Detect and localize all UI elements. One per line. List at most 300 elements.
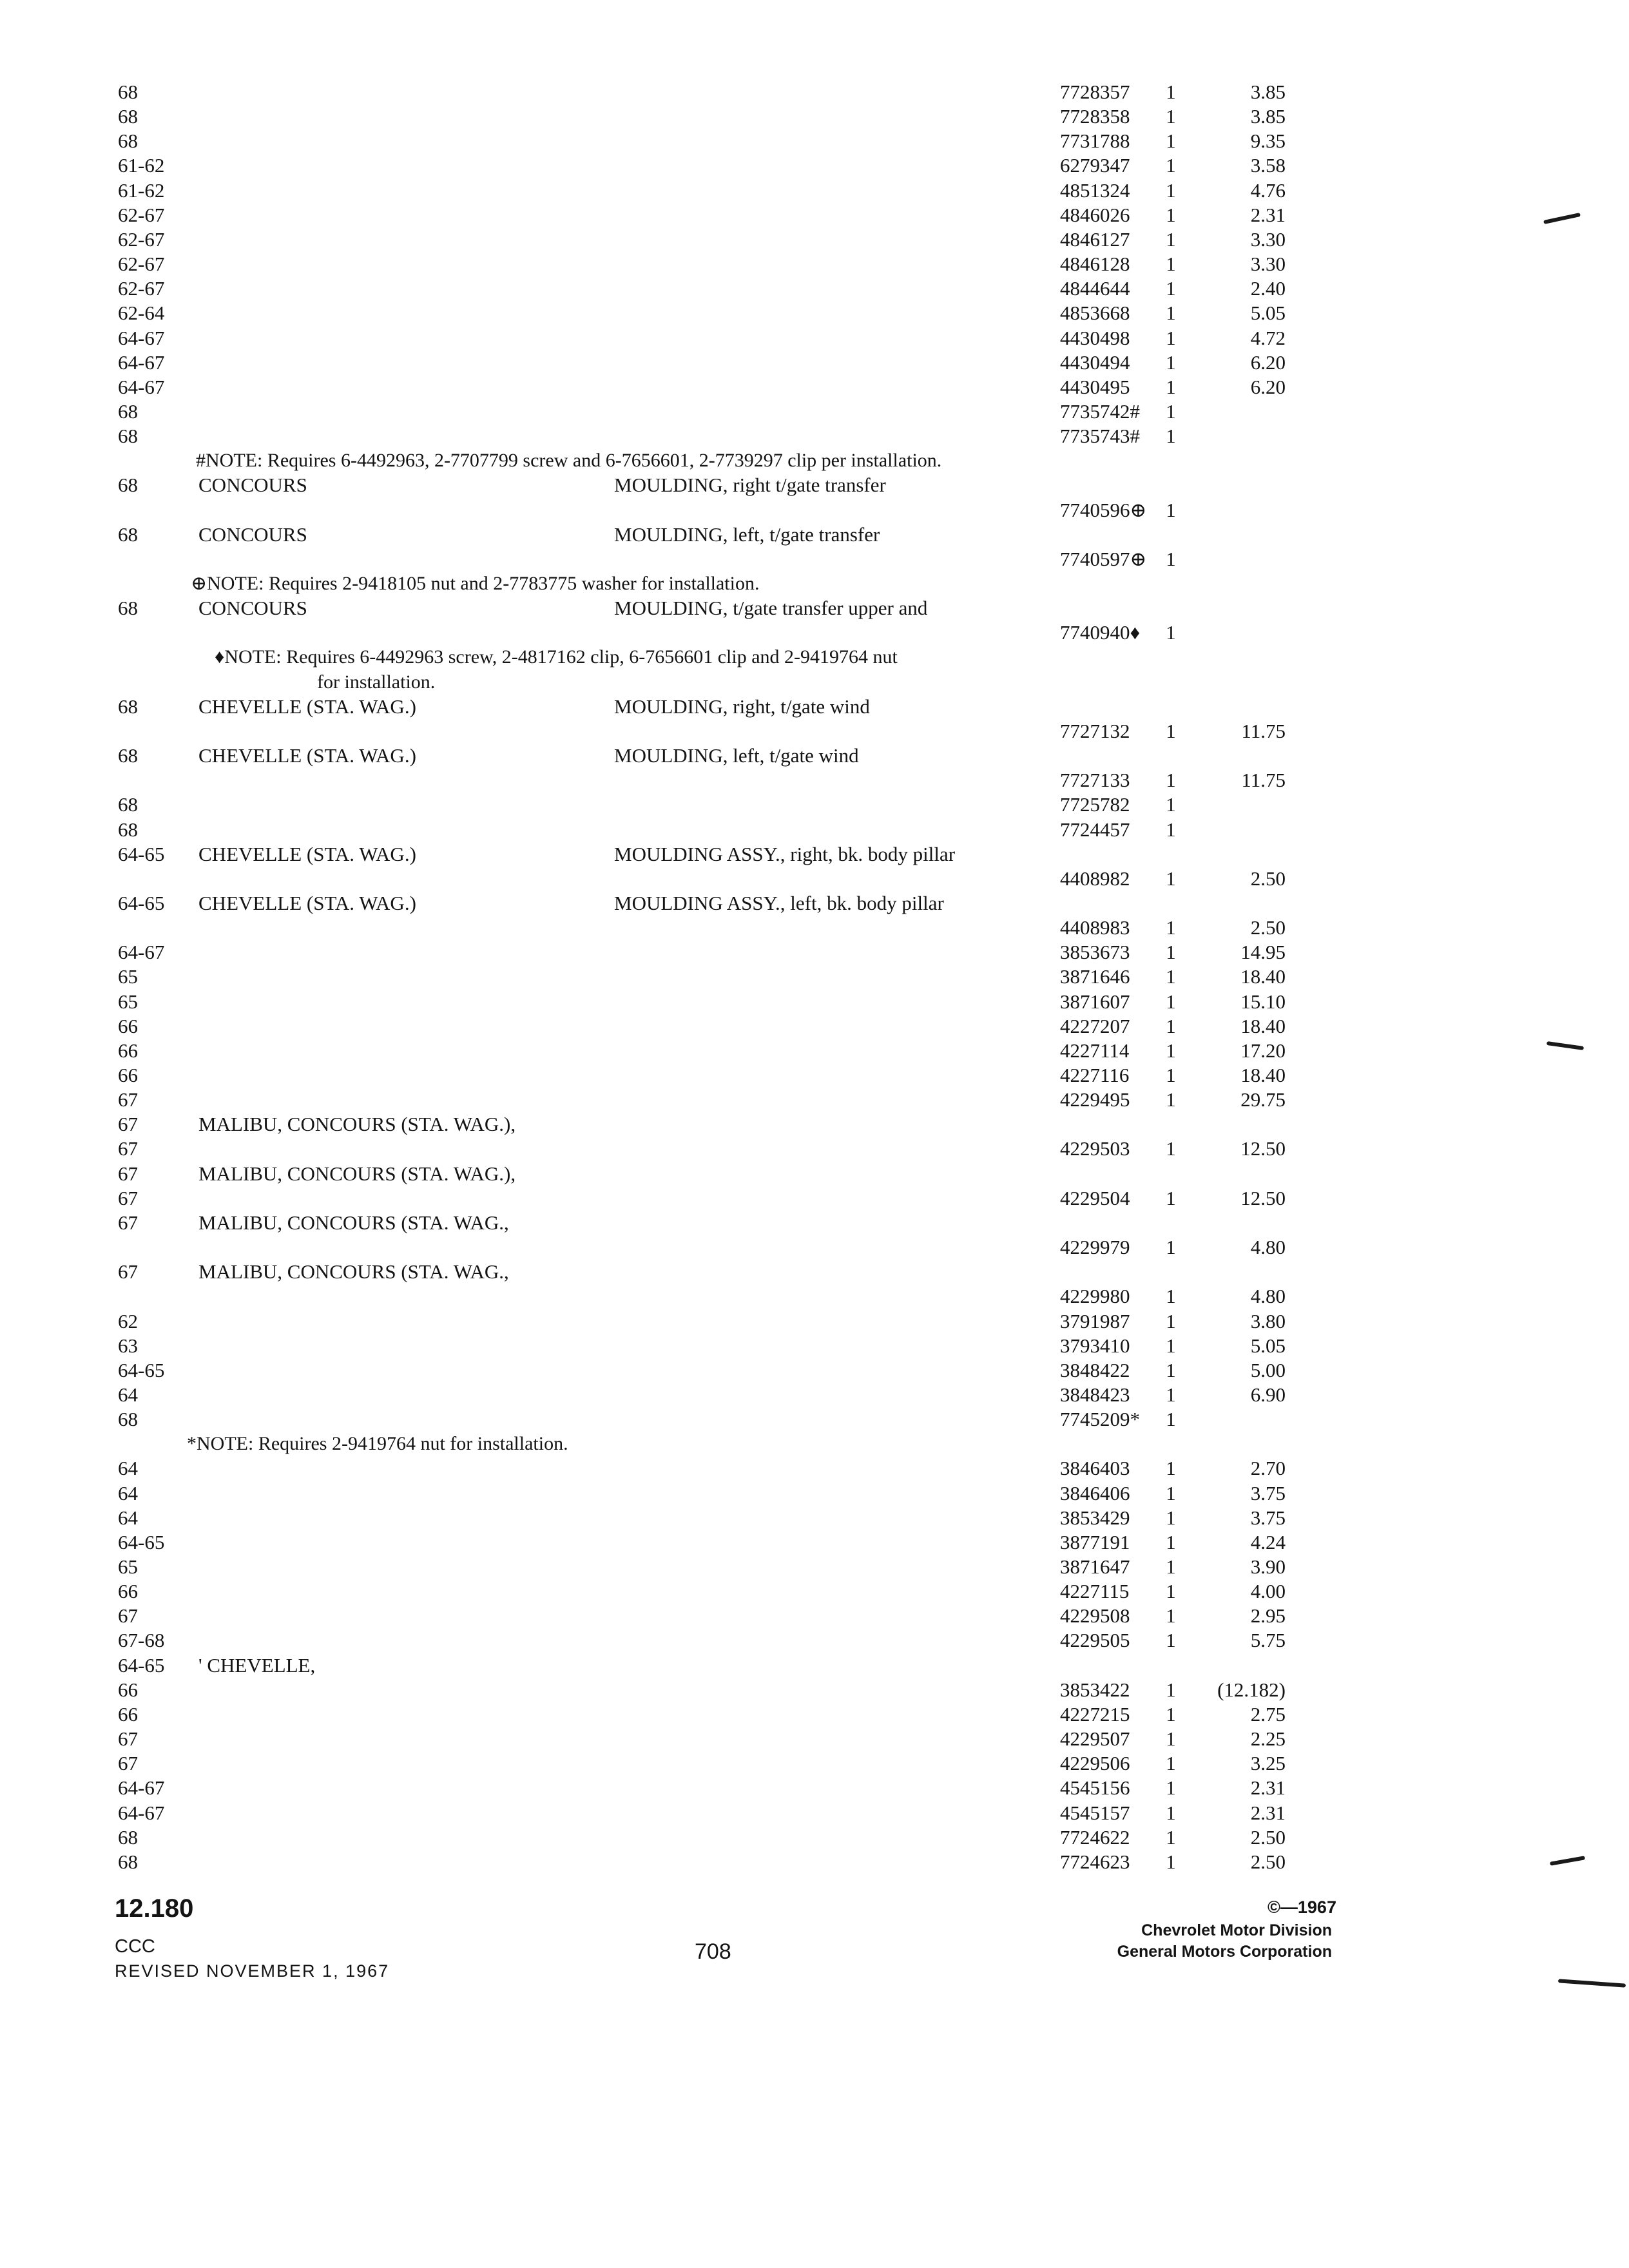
vehicle-model: MALIBU, CONCOURS (STA. WAG., — [198, 1260, 509, 1283]
parts-row — [0, 719, 1629, 744]
part-description: MOULDING ASSY., right, bk. body pillar — [614, 843, 956, 865]
part-number: 4430498 — [1060, 327, 1130, 349]
part-number: 7740940♦ — [1060, 621, 1141, 644]
part-number: 4846127 — [1060, 228, 1130, 251]
parts-row — [0, 1014, 1629, 1039]
part-description: MOULDING, left, t/gate transfer — [614, 523, 880, 546]
model-year: 67 — [118, 1604, 138, 1627]
model-year: 68 — [118, 1826, 138, 1849]
part-description: MOULDING ASSY., left, bk. body pillar — [614, 892, 944, 914]
quantity: 1 — [1166, 1383, 1176, 1406]
quantity: 1 — [1166, 1064, 1176, 1086]
part-number: 4227207 — [1060, 1015, 1130, 1037]
part-number: 4227114 — [1060, 1039, 1130, 1062]
model-year: 67-68 — [118, 1629, 165, 1651]
price: 15.10 — [1240, 990, 1286, 1013]
part-number: 4853668 — [1060, 302, 1130, 324]
parts-row — [0, 695, 1629, 719]
model-year: 62-67 — [118, 228, 165, 251]
revised-date: REVISED NOVEMBER 1, 1967 — [115, 1961, 390, 1981]
model-year: 64 — [118, 1383, 138, 1406]
parts-row — [0, 1555, 1629, 1579]
parts-row — [0, 818, 1629, 842]
quantity: 1 — [1166, 277, 1176, 300]
division-name: Chevrolet Motor Division — [1141, 1921, 1332, 1939]
part-number: 7735742# — [1060, 400, 1140, 423]
part-number: 4229979 — [1060, 1236, 1130, 1258]
parts-row — [0, 1776, 1629, 1800]
part-description: MOULDING, right, t/gate wind — [614, 695, 870, 718]
model-year: 66 — [118, 1580, 138, 1602]
parts-row — [0, 1137, 1629, 1161]
price: 6.90 — [1250, 1383, 1286, 1406]
price: 2.75 — [1250, 1703, 1286, 1725]
quantity: 1 — [1166, 130, 1176, 152]
parts-row — [0, 399, 1629, 424]
part-number: 3846406 — [1060, 1482, 1130, 1504]
quantity: 1 — [1166, 818, 1176, 841]
quantity: 1 — [1166, 793, 1176, 816]
price: 3.75 — [1250, 1482, 1286, 1504]
model-year: 66 — [118, 1703, 138, 1725]
quantity: 1 — [1166, 916, 1176, 939]
parts-row — [0, 1604, 1629, 1628]
parts-row — [0, 178, 1629, 203]
price: 4.76 — [1250, 179, 1286, 202]
quantity: 1 — [1166, 105, 1176, 128]
quantity: 1 — [1166, 376, 1176, 398]
parts-row — [0, 965, 1629, 989]
parts-row — [0, 1678, 1629, 1702]
part-number: 4408983 — [1060, 916, 1130, 939]
part-number: 4408982 — [1060, 867, 1130, 890]
quantity: 1 — [1166, 1629, 1176, 1651]
quantity: 1 — [1166, 1531, 1176, 1553]
part-number: 4430495 — [1060, 376, 1130, 398]
parts-row — [0, 1506, 1629, 1530]
model-year: 64 — [118, 1457, 138, 1479]
quantity: 1 — [1166, 1359, 1176, 1381]
parts-row — [0, 498, 1629, 523]
price: 2.95 — [1250, 1604, 1286, 1627]
model-year: 64-67 — [118, 1776, 165, 1799]
quantity: 1 — [1166, 1678, 1176, 1701]
part-number: 7740597⊕ — [1060, 548, 1147, 570]
parts-row — [0, 424, 1629, 448]
model-year: 68 — [118, 425, 138, 447]
parts-row — [0, 1284, 1629, 1309]
quantity: 1 — [1166, 1826, 1176, 1849]
parts-row — [0, 1456, 1629, 1481]
model-year: 68 — [118, 105, 138, 128]
model-year: 68 — [118, 81, 138, 103]
part-description: MOULDING, t/gate transfer upper and — [614, 597, 928, 619]
corporation-name: General Motors Corporation — [1117, 1943, 1332, 1961]
quantity: 1 — [1166, 1137, 1176, 1160]
model-year: 68 — [118, 1408, 138, 1430]
quantity: 1 — [1166, 548, 1176, 570]
parts-row — [0, 1039, 1629, 1063]
part-number: 7745209* — [1060, 1408, 1140, 1430]
quantity: 1 — [1166, 81, 1176, 103]
price: 12.50 — [1240, 1137, 1286, 1160]
part-number: 4229495 — [1060, 1088, 1130, 1111]
parts-row — [0, 547, 1629, 572]
part-number: 4545156 — [1060, 1776, 1130, 1799]
vehicle-model: CONCOURS — [198, 474, 307, 496]
part-number: 4229505 — [1060, 1629, 1130, 1651]
price: 2.50 — [1250, 1850, 1286, 1873]
part-number: 4430494 — [1060, 351, 1130, 374]
parts-row — [0, 1088, 1629, 1112]
quantity: 1 — [1166, 1703, 1176, 1725]
price: 5.75 — [1250, 1629, 1286, 1651]
quantity: 1 — [1166, 1236, 1176, 1258]
parts-row — [0, 793, 1629, 817]
model-year: 66 — [118, 1015, 138, 1037]
model-year: 64-65 — [118, 1359, 165, 1381]
quantity: 1 — [1166, 499, 1176, 521]
price: 2.50 — [1250, 916, 1286, 939]
price: (12.182) — [1217, 1678, 1286, 1701]
price: 3.30 — [1250, 253, 1286, 275]
parts-row — [0, 891, 1629, 916]
quantity: 1 — [1166, 1555, 1176, 1578]
price: 3.75 — [1250, 1506, 1286, 1529]
parts-row — [0, 1260, 1629, 1284]
part-description: MOULDING, right t/gate transfer — [614, 474, 886, 496]
price: 4.24 — [1250, 1531, 1286, 1553]
part-number: 4846128 — [1060, 253, 1130, 275]
model-year: 68 — [118, 474, 138, 496]
model-year: 67 — [118, 1162, 138, 1185]
quantity: 1 — [1166, 720, 1176, 742]
parts-row — [0, 1481, 1629, 1506]
part-number: 7724457 — [1060, 818, 1130, 841]
parts-row — [0, 1358, 1629, 1383]
quantity: 1 — [1166, 1776, 1176, 1799]
quantity: 1 — [1166, 154, 1176, 177]
price: 2.31 — [1250, 1802, 1286, 1824]
model-year: 67 — [118, 1113, 138, 1135]
parts-row — [0, 940, 1629, 965]
quantity: 1 — [1166, 621, 1176, 644]
price: 12.50 — [1240, 1187, 1286, 1209]
model-year: 68 — [118, 793, 138, 816]
part-number: 7724623 — [1060, 1850, 1130, 1873]
vehicle-model: CONCOURS — [198, 523, 307, 546]
vehicle-model: MALIBU, CONCOURS (STA. WAG., — [198, 1211, 509, 1234]
price: 4.80 — [1250, 1285, 1286, 1307]
price: 5.00 — [1250, 1359, 1286, 1381]
quantity: 1 — [1166, 351, 1176, 374]
parts-row — [0, 326, 1629, 351]
installation-note: ⊕NOTE: Requires 2-9418105 nut and 2-7783775 washer for installation. — [191, 573, 760, 594]
part-number: 7731788 — [1060, 130, 1130, 152]
part-number: 7728357 — [1060, 81, 1130, 103]
price: 3.85 — [1250, 105, 1286, 128]
model-year: 66 — [118, 1039, 138, 1062]
price: 4.80 — [1250, 1236, 1286, 1258]
parts-row — [0, 227, 1629, 252]
part-number: 7725782 — [1060, 793, 1130, 816]
quantity: 1 — [1166, 1310, 1176, 1332]
part-number: 3853673 — [1060, 941, 1130, 963]
quantity: 1 — [1166, 253, 1176, 275]
parts-row — [0, 1530, 1629, 1555]
parts-row — [0, 744, 1629, 768]
part-number: 7740596⊕ — [1060, 499, 1147, 521]
vehicle-model: ' CHEVELLE, — [198, 1654, 316, 1677]
parts-row — [0, 1628, 1629, 1653]
price: 18.40 — [1240, 1064, 1286, 1086]
parts-row — [0, 473, 1629, 497]
parts-row — [0, 1162, 1629, 1186]
section-number: 12.180 — [115, 1894, 194, 1923]
model-year: 67 — [118, 1727, 138, 1750]
price: 2.50 — [1250, 1826, 1286, 1849]
price: 17.20 — [1240, 1039, 1286, 1062]
parts-row — [0, 1825, 1629, 1850]
model-year: 68 — [118, 818, 138, 841]
quantity: 1 — [1166, 327, 1176, 349]
copyright: ©—1967 — [1268, 1898, 1336, 1917]
vehicle-model: CHEVELLE (STA. WAG.) — [198, 744, 416, 767]
price: 6.20 — [1250, 376, 1286, 398]
parts-row — [0, 1407, 1629, 1432]
parts-row — [0, 1702, 1629, 1727]
part-number: 6279347 — [1060, 154, 1130, 177]
price: 6.20 — [1250, 351, 1286, 374]
part-number: 3853422 — [1060, 1678, 1130, 1701]
quantity: 1 — [1166, 1039, 1176, 1062]
part-number: 7727133 — [1060, 769, 1130, 791]
page-number: 708 — [695, 1939, 731, 1964]
installation-note: for installation. — [317, 671, 436, 693]
part-number: 4229507 — [1060, 1727, 1130, 1750]
part-number: 4229508 — [1060, 1604, 1130, 1627]
price: 29.75 — [1240, 1088, 1286, 1111]
price: 18.40 — [1240, 1015, 1286, 1037]
parts-row — [0, 523, 1629, 547]
model-year: 62-67 — [118, 253, 165, 275]
part-number: 4229506 — [1060, 1752, 1130, 1774]
parts-row — [0, 990, 1629, 1014]
vehicle-model: CHEVELLE (STA. WAG.) — [198, 892, 416, 914]
model-year: 64-67 — [118, 1802, 165, 1824]
catalog-code: CCC — [115, 1936, 155, 1957]
model-year: 68 — [118, 597, 138, 619]
parts-row — [0, 351, 1629, 375]
quantity: 1 — [1166, 425, 1176, 447]
parts-row — [0, 1235, 1629, 1260]
parts-row — [0, 842, 1629, 867]
model-year: 68 — [118, 695, 138, 718]
model-year: 64 — [118, 1506, 138, 1529]
part-number: 7724622 — [1060, 1826, 1130, 1849]
model-year: 64 — [118, 1482, 138, 1504]
quantity: 1 — [1166, 1457, 1176, 1479]
quantity: 1 — [1166, 1482, 1176, 1504]
quantity: 1 — [1166, 179, 1176, 202]
price: 3.80 — [1250, 1310, 1286, 1332]
part-number: 3848423 — [1060, 1383, 1130, 1406]
parts-row — [0, 80, 1629, 104]
model-year: 68 — [118, 400, 138, 423]
model-year: 64-67 — [118, 376, 165, 398]
vehicle-model: CONCOURS — [198, 597, 307, 619]
model-year: 67 — [118, 1211, 138, 1234]
model-year: 64-67 — [118, 941, 165, 963]
margin-mark — [1558, 1979, 1626, 1987]
vehicle-model: MALIBU, CONCOURS (STA. WAG.), — [198, 1162, 516, 1185]
part-number: 7735743# — [1060, 425, 1140, 447]
parts-row — [0, 1211, 1629, 1235]
model-year: 62 — [118, 1310, 138, 1332]
parts-row — [0, 375, 1629, 399]
quantity: 1 — [1166, 1850, 1176, 1873]
part-number: 3791987 — [1060, 1310, 1130, 1332]
parts-row — [0, 203, 1629, 227]
price: 3.85 — [1250, 81, 1286, 103]
parts-row — [0, 276, 1629, 301]
model-year: 62-67 — [118, 204, 165, 226]
parts-row — [0, 1112, 1629, 1137]
parts-row — [0, 252, 1629, 276]
quantity: 1 — [1166, 1408, 1176, 1430]
model-year: 65 — [118, 965, 138, 988]
quantity: 1 — [1166, 1187, 1176, 1209]
quantity: 1 — [1166, 1580, 1176, 1602]
price: 9.35 — [1250, 130, 1286, 152]
parts-row — [0, 1801, 1629, 1825]
model-year: 67 — [118, 1752, 138, 1774]
model-year: 65 — [118, 1555, 138, 1578]
part-number: 4227115 — [1060, 1580, 1130, 1602]
quantity: 1 — [1166, 1802, 1176, 1824]
part-number: 4227116 — [1060, 1064, 1130, 1086]
quantity: 1 — [1166, 1015, 1176, 1037]
model-year: 61-62 — [118, 154, 165, 177]
quantity: 1 — [1166, 400, 1176, 423]
price: 2.50 — [1250, 867, 1286, 890]
quantity: 1 — [1166, 228, 1176, 251]
parts-row — [0, 1063, 1629, 1088]
model-year: 67 — [118, 1260, 138, 1283]
parts-row — [0, 301, 1629, 325]
price: 11.75 — [1241, 720, 1286, 742]
parts-row — [0, 153, 1629, 178]
vehicle-model: CHEVELLE (STA. WAG.) — [198, 695, 416, 718]
part-number: 3848422 — [1060, 1359, 1130, 1381]
parts-row — [0, 1653, 1629, 1678]
price: 2.31 — [1250, 1776, 1286, 1799]
part-number: 4229503 — [1060, 1137, 1130, 1160]
price: 4.72 — [1250, 327, 1286, 349]
price: 3.90 — [1250, 1555, 1286, 1578]
part-number: 3871647 — [1060, 1555, 1130, 1578]
price: 3.25 — [1250, 1752, 1286, 1774]
parts-row — [0, 768, 1629, 793]
installation-note: #NOTE: Requires 6-4492963, 2-7707799 screw and 6-7656601, 2-7739297 clip per installation. — [196, 450, 942, 471]
parts-row — [0, 1186, 1629, 1211]
price: 3.30 — [1250, 228, 1286, 251]
quantity: 1 — [1166, 1752, 1176, 1774]
parts-row — [0, 1383, 1629, 1407]
part-number: 4229504 — [1060, 1187, 1130, 1209]
part-number: 7727132 — [1060, 720, 1130, 742]
part-number: 7728358 — [1060, 105, 1130, 128]
model-year: 64-65 — [118, 1531, 165, 1553]
quantity: 1 — [1166, 1088, 1176, 1111]
quantity: 1 — [1166, 867, 1176, 890]
parts-row — [0, 129, 1629, 153]
quantity: 1 — [1166, 1506, 1176, 1529]
price: 14.95 — [1240, 941, 1286, 963]
model-year: 68 — [118, 744, 138, 767]
model-year: 68 — [118, 523, 138, 546]
quantity: 1 — [1166, 1334, 1176, 1357]
part-number: 3877191 — [1060, 1531, 1130, 1553]
part-number: 3853429 — [1060, 1506, 1130, 1529]
parts-row — [0, 596, 1629, 620]
part-number: 4229980 — [1060, 1285, 1130, 1307]
model-year: 62-64 — [118, 302, 165, 324]
price: 5.05 — [1250, 1334, 1286, 1357]
parts-row — [0, 1850, 1629, 1874]
part-number: 4844644 — [1060, 277, 1130, 300]
quantity: 1 — [1166, 965, 1176, 988]
model-year: 64-65 — [118, 892, 165, 914]
model-year: 62-67 — [118, 277, 165, 300]
parts-row — [0, 1727, 1629, 1751]
quantity: 1 — [1166, 302, 1176, 324]
part-number: 3793410 — [1060, 1334, 1130, 1357]
price: 2.31 — [1250, 204, 1286, 226]
model-year: 64-65 — [118, 1654, 165, 1677]
part-number: 4227215 — [1060, 1703, 1130, 1725]
installation-note: ♦NOTE: Requires 6-4492963 screw, 2-4817162 clip, 6-7656601 clip and 2-9419764 nut — [215, 646, 898, 668]
price: 18.40 — [1240, 965, 1286, 988]
model-year: 67 — [118, 1088, 138, 1111]
vehicle-model: MALIBU, CONCOURS (STA. WAG.), — [198, 1113, 516, 1135]
installation-note: *NOTE: Requires 2-9419764 nut for installation. — [187, 1433, 568, 1454]
model-year: 68 — [118, 130, 138, 152]
model-year: 67 — [118, 1137, 138, 1160]
part-number: 4851324 — [1060, 179, 1130, 202]
model-year: 64-65 — [118, 843, 165, 865]
model-year: 65 — [118, 990, 138, 1013]
parts-row — [0, 104, 1629, 129]
parts-row — [0, 1579, 1629, 1604]
parts-row — [0, 1751, 1629, 1776]
parts-row — [0, 916, 1629, 940]
model-year: 61-62 — [118, 179, 165, 202]
model-year: 64-67 — [118, 327, 165, 349]
quantity: 1 — [1166, 204, 1176, 226]
model-year: 67 — [118, 1187, 138, 1209]
quantity: 1 — [1166, 1604, 1176, 1627]
price: 4.00 — [1250, 1580, 1286, 1602]
part-number: 3846403 — [1060, 1457, 1130, 1479]
vehicle-model: CHEVELLE (STA. WAG.) — [198, 843, 416, 865]
parts-row — [0, 1334, 1629, 1358]
model-year: 66 — [118, 1678, 138, 1701]
quantity: 1 — [1166, 941, 1176, 963]
model-year: 68 — [118, 1850, 138, 1873]
price: 11.75 — [1241, 769, 1286, 791]
parts-row — [0, 1309, 1629, 1334]
